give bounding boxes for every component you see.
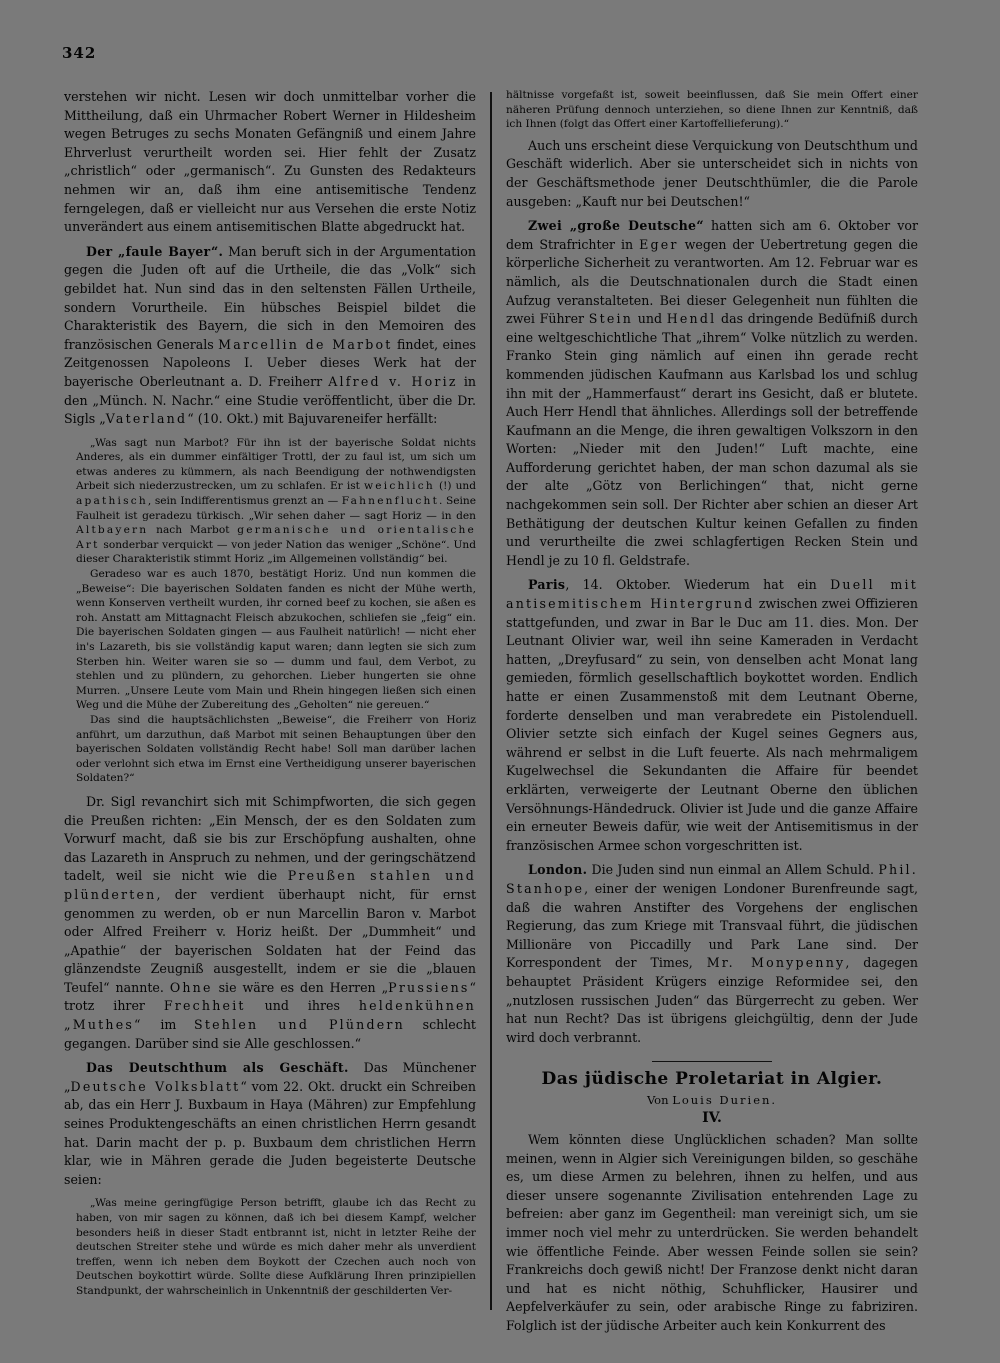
intro-paragraph: verstehen wir nicht. Lesen wir doch unmittelbar vorher die Mittheilung, daß ein Uhrmacher Robert Werner in Hildesheim wegen Betruges zu sechs Monaten Gefängniß und einem Jahre Ehrverlust verurtheilt worden sei. Hier fehlt der Zusatz „christlich“ oder „germanisch“. Zu Gunsten des Redakteurs nehmen wir an, daß ihm eine antisemitische Tendenz ferngelegen, daß er vielleicht nur aus Versehen die erste Notiz unverändert aus einem antisemitischen Blatte abgedruckt hat. [64, 89, 476, 235]
article-part-number: IV. [702, 1110, 722, 1127]
deutschthum-text: “ vom 22. Okt. druckt ein Schreiben ab, das ein Herr J. Buxbaum in Haya (Mähren) zur Empfehlung seines Produktengeschäfts an einen christlichen Herrn gesandt hat. Darin macht der p. p. Buxbaum dem christlichen Herrn klar, wie in Mähren gerade die Juden begeisterte Deutsche seien: [64, 1078, 476, 1187]
column-divider [490, 92, 492, 1310]
deutschthum-spaced: Deutsche Volksblatt [70, 1078, 241, 1094]
london-spaced: Phil. Stanhope [506, 862, 918, 896]
article-body: Wem könnten diese Unglücklichen schaden? Man sollte meinen, wenn in Algier sich Vereinigungen bilden, so geschähe es, um diese Armen zu belehren, ihnen zu helfen, und aus dieser unsere sogenannte Zivilisation entehrenden Lage zu befreien: aber ganz im Gegentheil: man vereinigt sich, um sie immer noch viel mehr zu unterdrücken. Sie werden behandelt wie öffentliche Feinde. Aber wessen Feinde sollen sie sein? Frankreichs doch gewiß nicht! Der Franzose denkt nicht daran und hat es nicht nöthig, Schuhflicker, Hausirer und Aepfelverkäufer zu sein, oder arabische Ringe zu fabriziren. Folglich ist der jüdische Arbeiter auch kein Konkurrent des [506, 1132, 918, 1333]
london-heading: London. [528, 862, 588, 878]
sigl-text: schlecht gegangen. Darüber sind sie Alle geschlossen.“ [64, 1017, 476, 1051]
grosse-deutsche-heading: Zwei „große Deutsche“ [528, 218, 704, 234]
sigl-text: im [142, 1017, 195, 1033]
sigl-text: sie wäre es den Herren „ [212, 979, 389, 995]
sigl-spaced: Prussiens [388, 979, 470, 995]
author-name: Louis Durien. [672, 1092, 778, 1107]
london-article [506, 861, 918, 1047]
buxbaum-quote [76, 1196, 476, 1298]
commentary-paragraph: Auch uns erscheint diese Verquickung von Deutschthum und Geschäft widerlich. Aber sie unterscheidet sich in nichts von der Geschäftsmethode jener Deutschthümler, die die Parole ausgeben: „Kauft nur bei Deutschen!“ [506, 137, 918, 209]
quote-text: nach Marbot [148, 524, 238, 537]
deutschthum-article [64, 1059, 476, 1189]
quote-text: „Was sagt nun Marbot? Für ihn ist der bayerische Soldat nichts Anderes, als ein dummer einfältiger Trottl, der zu faul ist, um sich um etwas anderes zu kümmern, als nach Beendigung der nothwendigsten Arbeit sich niederzustrecken, um zu schlafen. Er ist [76, 436, 476, 493]
paris-article [506, 576, 918, 855]
deutschthum-heading: Das Deutschthum als Geschäft. [86, 1060, 349, 1076]
marbot-quote [76, 436, 476, 786]
bayer-spaced-3: Vaterland [105, 411, 188, 427]
sigl-spaced: heldenkühnen „Muthes“ [64, 998, 476, 1033]
bayer-text-3: in den „Münch. N. Nachr.“ eine Studie veröffentlicht, über die Dr. Sigls „ [64, 373, 476, 427]
paris-spaced: Duell mit antisemitischem Hintergrund [506, 577, 918, 612]
article-author-line [506, 1091, 918, 1110]
grosse-spaced: Stein [588, 311, 634, 327]
paris-heading: Paris [528, 577, 566, 593]
bayer-spaced-1: Marcellin de Marbot [218, 336, 393, 352]
sigl-text: Dr. Sigl revanchirt sich mit Schimpfworten, die sich gegen die Preußen richten: „Ein Mensch, der es den Soldaten zum Vorwurf macht, daß sie bis zur Erschöpfung aushalten, ohne das Lazareth in Anspruch zu nehmen, und der geringschätzend tadelt, weil sie nicht wie die [64, 793, 476, 884]
article-title: Das jüdische Proletariat in Algier. [541, 1069, 883, 1090]
quote-spaced: Altbayern [76, 524, 149, 537]
quote-text: (!) und [434, 480, 477, 493]
sigl-spaced: Stehlen und Plündern [194, 1017, 405, 1033]
sigl-text: und ihres [245, 998, 359, 1014]
grosse-spaced: Hendl [666, 311, 717, 327]
london-text: , einer der wenigen Londoner Burenfreunde sagt, daß die wahren Anstifter des Vorgehens der englischen Regierung, das zum Kriege mit Transvaal führt, die jüdischen Millionäre von Piccadilly und Park Lane sind. Der Korrespondent der Times, [506, 880, 918, 971]
quote-text: sonderbar verquickt — von jeder Nation das weniger „Schöne“. Und dieser Charakteristik stimmt Horiz „im Allgemeinen vollständig“ bei. [76, 538, 476, 566]
bayer-heading: Der „faule Bayer“. [86, 243, 224, 259]
page-number: 342 [62, 44, 97, 62]
right-column [506, 88, 918, 1336]
bayer-article [64, 243, 476, 429]
sigl-spaced: Frechheit [163, 998, 246, 1014]
quote-spaced: apathisch [76, 495, 148, 508]
sigl-spaced: Ohne [169, 979, 213, 995]
london-spaced: Mr. Monypenny [706, 955, 846, 971]
london-text: Die Juden sind nun einmal an Allem Schuld. [587, 862, 879, 878]
quote-spaced: weichlich [364, 480, 435, 493]
quote-text: , sein Indifferentismus grenzt an — [147, 495, 342, 508]
grosse-text: und [633, 311, 667, 327]
sigl-paragraph [64, 793, 476, 1053]
london-text: , dagegen behauptet Präsident Krügers einzige Reformidee sei, den „nutzlosen russischen Juden“ das Bürgerrecht zu geben. Wer hat nun Recht? Das ist übrigens gleichgültig, denn der Jude wird doch verbrannt. [506, 955, 918, 1045]
grosse-text: wegen der Uebertretung gegen die körperliche Sicherheit zu verantworten. Am 12. Februar war es nämlich, als die Deutschnationalen durch die Stadt einen Aufzug veranstalteten. Bei dieser Gelegenheit nun fühlten die zwei Führer [506, 236, 918, 327]
quote-spaced: Fahnenflucht [341, 495, 440, 508]
paris-text: , 14. Oktober. Wiederum hat ein [565, 577, 831, 593]
bayer-text-4: “ (10. Okt.) mit Bajuvareneifer herfällt: [187, 411, 438, 427]
quote-paragraph: „Was meine geringfügige Person betrifft, glaube ich das Recht zu haben, von mir sagen zu können, daß ich bei diesem Kampf, welcher besonders heiß in dieser Stadt entbrannt ist, nicht in letzter Reihe der deutschen Streiter stehe und würde es mich daher mehr als unverdient treffen, wenn ich neben dem Boykott der Czechen auch noch von Deutschen boykottirt würde. Sollte diese Aufklärung Ihren prinzipiellen Standpunkt, der wahrscheinlich in Unkenntniß der geschilderten Ver- [76, 1197, 476, 1297]
deutschthum-text: Das Münchener „ [64, 1060, 476, 1094]
quote-paragraph: Das sind die hauptsächlichsten „Beweise“, die Freiherr von Horiz anführt, um darzuthun, daß Marbot mit seinen Behauptungen über den bayerischen Soldaten vollständig Recht habe! Soll man darüber lachen oder verlohnt sich etwa im Ernst eine Vertheidigung unserer bayerischen Soldaten?“ [76, 713, 476, 785]
bayer-text-1: Man beruft sich in der Argumentation gegen die Juden oft auf die Urtheile, die das „Volk“ sich gebildet hat. Nun sind das in den seltensten Fällen Urtheile, sondern Vorurtheile. Ein hübsches Beispiel bildet die Charakteristik des Bayern, die sich in den Memoiren des französischen Generals [64, 243, 476, 352]
grosse-text: das dringende Bedüfniß durch eine weltgeschichtliche That „ihrem“ Volke nützlich zu werden. Franko Stein ging nämlich auf einen ihn gerade recht kommenden jüdischen Kaufmann aus Karlsbad los und schlug ihn mit der „Hammerfaust“ derart ins Gesicht, daß er blutete. Auch Herr Hendl that ähnliches. Allerdings soll der betreffende Kaufmann an die Menge, die ihren gewaltigen Volkszorn in den Worten: „Nieder mit den Juden!“ Luft machte, eine Aufforderung gerichtet haben, der man schon dazumal als sie der alte „Götz von Berlichingen“ that, nicht gerne nachgekommen sein soll. Der Richter aber schien an dieser Art Bethätigung der deutschen Kultur keinen Gefallen zu finden und verurtheilte die zwei schlagfertigen Recken Stein und Hendl je zu 10 fl. Geldstrafe. [506, 311, 918, 568]
bayer-spaced-2: Alfred v. Horiz [328, 373, 458, 389]
sigl-text: “ trotz ihrer [64, 979, 476, 1014]
bayer-text-2: findet, eines Zeitgenossen Napoleons I. Ueber dieses Werk hat der bayerische Oberleutnant a. D. Freiherr [64, 336, 476, 389]
grosse-text: hatten sich am 6. Oktober vor dem Strafrichter in [506, 218, 918, 252]
author-prefix: Von [646, 1092, 673, 1107]
left-column [64, 88, 476, 1306]
buxbaum-quote-continued [506, 88, 918, 132]
grosse-spaced: Eger [639, 236, 679, 252]
quote-paragraph: Geradeso war es auch 1870, bestätigt Horiz. Und nun kommen die „Beweise“: Die bayerischen Soldaten fanden es nicht der Mühe werth, wenn Konserven vertheilt wurden, ihr corned beef zu kochen, sie aßen es roh. Anstatt am Mittagnacht Fleisch abzukochen, schliefen sie „feig“ ein. Die bayerischen Soldaten gingen — aus Faulheit natürlich! — nicht eher in's Lazareth, bis sie vollständig kaput waren; dann legten sie sich zum Sterben hin. Weiter waren sie so — dumm und faul, dem Verbot, zu stehlen und zu plündern, zu gehorchen. Lieber hungerten sie ohne Murren. „Unsere Leute vom Main und Rhein hingegen ließen sich einen Weg und die Mühe der Zubereitung des „Geholten“ nie gereuen.“ [76, 568, 476, 712]
quote-paragraph: hältnisse vorgefaßt ist, soweit beeinflussen, daß Sie mein Offert einer näheren Prüfung dennoch unterziehen, so diene Ihnen zur Kenntniß, daß ich Ihnen (folgt das Offert einer Kartoffellieferung).“ [506, 89, 918, 131]
quote-spaced: germanische und orientalische Art [76, 524, 476, 551]
article-heading-block [506, 1061, 918, 1128]
quote-paragraph [76, 436, 476, 567]
quote-text: . Seine Faulheit ist geradezu türkisch. „Wir sehen daher — sagt Horiz — in den [76, 495, 477, 522]
section-divider [652, 1061, 772, 1062]
paris-text: zwischen zwei Offizieren stattgefunden, und zwar in Bar le Duc am 11. dies. Mon. Der Leutnant Olivier war, weil ihn seine Kameraden in Verdacht hatten, „Dreyfusard“ zu sein, von denselben acht Monat lang gemieden, förmlich gesellschaftlich boykottet worden. Endlich hatte er einen Zusammenstoß mit dem Leutnant Oberne, forderte denselben und man verabredete ein Pistolenduell. Olivier setzte sich einfach der Kugel seines Gegners aus, während er selbst in die Luft feuerte. Als nach mehrmaligem Kugelwechsel die Sekundanten die Affaire für beendet erklärten, verweigerte der Leutnant Oberne den üblichen Versöhnungs-Händedruck. Olivier ist Jude und die ganze Affaire ein erneuter Beweis dafür, wie weit der Antisemitismus in der französischen Armee schon vorgeschritten ist. [506, 596, 918, 853]
sigl-text: , der verdient überhaupt nicht, für ernst genommen zu werden, ob er nun Marcellin Baron v. Marbot oder Alfred Freiherr v. Horiz heißt. Der „Dummheit“ und „Apathie“ der bayerischen Soldaten hat der Feind das glänzendste Zeugniß ausgestellt, indem er sie die „blauen Teufel“ nannte. [64, 886, 476, 995]
grosse-deutsche-article [506, 217, 918, 570]
sigl-spaced: Preußen stahlen und plünderten [64, 868, 477, 902]
